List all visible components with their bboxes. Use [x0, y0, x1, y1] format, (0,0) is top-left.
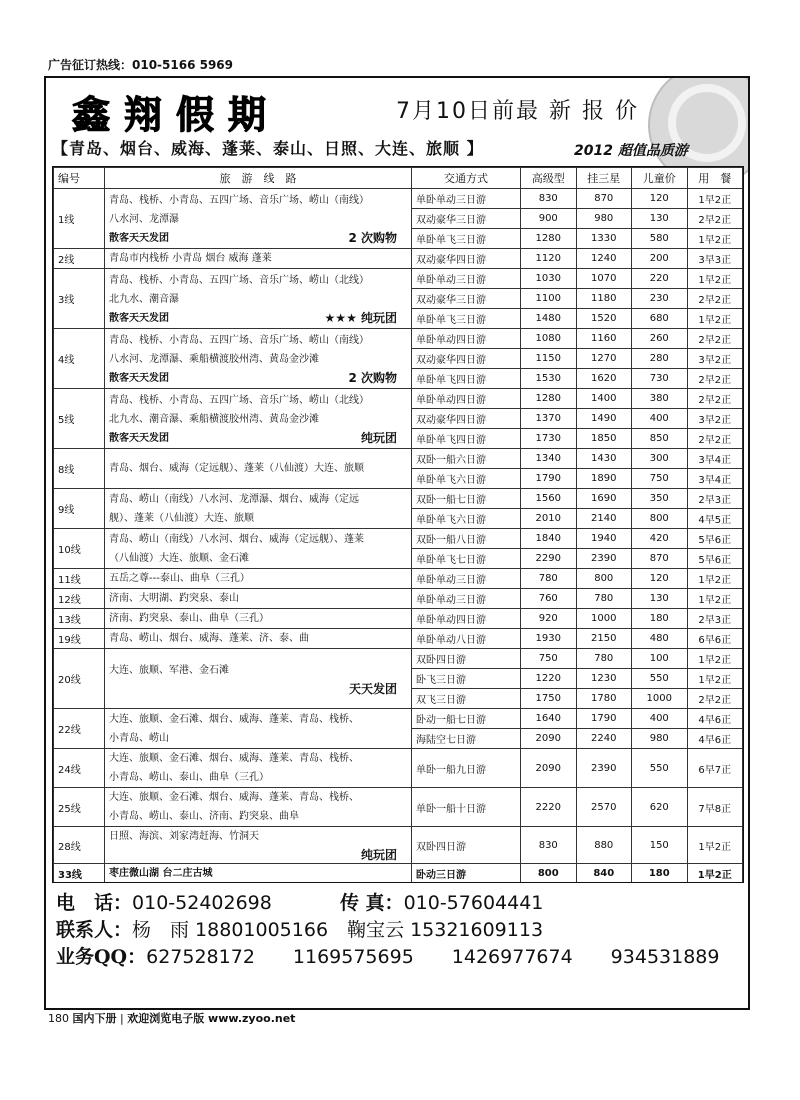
price-three-star: 880: [576, 827, 632, 864]
meal-plan: 4早5正: [687, 509, 743, 529]
price-child: 130: [632, 209, 688, 229]
route-description: [105, 629, 412, 649]
price-three-star: 1940: [576, 529, 632, 549]
route-description: [105, 189, 412, 249]
route-description: [105, 788, 412, 827]
price-premium: 760: [521, 589, 577, 609]
price-premium: 1750: [521, 689, 577, 709]
route-line: 枣庄微山湖 台二庄古城: [109, 868, 213, 879]
route-description: [105, 389, 412, 449]
fax-label: 传 真：: [339, 892, 404, 914]
route-number: 5线: [54, 389, 105, 449]
price-child: 850: [632, 429, 688, 449]
transport-mode: 单卧单飞三日游: [412, 229, 521, 249]
table-row: [54, 389, 743, 409]
route-line: 青岛、崂山、烟台、威海、蓬莱、济、泰、曲: [109, 633, 309, 644]
table-row: [54, 329, 743, 349]
route-tag: 散客天天发团: [109, 433, 169, 444]
destination-list: 【青岛、烟台、威海、蓬莱、泰山、日照、大连、旅顺 】: [52, 139, 484, 158]
meal-plan: 7早8正: [687, 788, 743, 827]
route-extra: 纯玩团: [360, 848, 397, 862]
table-row: [54, 489, 743, 509]
price-child: 100: [632, 649, 688, 669]
price-child: 550: [632, 669, 688, 689]
meal-plan: 6早6正: [687, 629, 743, 649]
meal-plan: 5早6正: [687, 529, 743, 549]
route-line: 八水河、龙潭瀑、乘船横渡胶州湾、黄岛金沙滩: [109, 354, 319, 365]
route-line: 青岛、栈桥、小青岛、五四广场、音乐广场、崂山（南线）: [109, 335, 369, 346]
transport-mode: 双动豪华四日游: [412, 249, 521, 269]
price-three-star: 1430: [576, 449, 632, 469]
meal-plan: 1早2正: [687, 189, 743, 209]
route-description: [105, 449, 412, 489]
route-description: [105, 589, 412, 609]
meal-plan: 4早6正: [687, 709, 743, 729]
table-row: [54, 189, 743, 209]
price-premium: 920: [521, 609, 577, 629]
transport-mode: 单卧单飞六日游: [412, 509, 521, 529]
price-child: 200: [632, 249, 688, 269]
route-tag-line: [109, 229, 407, 246]
col-header-three-star: 挂三星: [576, 168, 632, 189]
price-three-star: 2390: [576, 549, 632, 569]
route-extra: 2 次购物: [348, 231, 397, 245]
route-number: 2线: [54, 249, 105, 269]
meal-plan: 1早2正: [687, 229, 743, 249]
route-number: 3线: [54, 269, 105, 329]
price-three-star: 1230: [576, 669, 632, 689]
price-child: 800: [632, 509, 688, 529]
price-child: 680: [632, 309, 688, 329]
price-premium: 2290: [521, 549, 577, 569]
meal-plan: 2早2正: [687, 689, 743, 709]
price-premium: 1120: [521, 249, 577, 269]
price-three-star: 1620: [576, 369, 632, 389]
route-line: 北九水、潮音瀑、乘船横渡胶州湾、黄岛金沙滩: [109, 414, 319, 425]
route-number: 25线: [54, 788, 105, 827]
fax-number: 010-57604441: [403, 892, 544, 914]
route-tag: 散客天天发团: [109, 313, 169, 324]
route-description: [105, 649, 412, 709]
route-line: 大连、旅顺、金石滩、烟台、威海、蓬莱、青岛、栈桥、: [109, 792, 359, 803]
price-child: 1000: [632, 689, 688, 709]
price-three-star: 870: [576, 189, 632, 209]
transport-mode: 双卧一船六日游: [412, 449, 521, 469]
route-line: 小青岛、崂山、泰山、曲阜（三孔）: [109, 772, 269, 783]
contact-qq-line: [56, 944, 740, 971]
page-footer: [48, 1010, 295, 1026]
route-number: 9线: [54, 489, 105, 529]
route-line: 青岛、栈桥、小青岛、五四广场、音乐广场、崂山（北线）: [109, 275, 369, 286]
footer-note: 欢迎浏览电子版 www.zyoo.net: [127, 1012, 296, 1025]
meal-plan: 2早2正: [687, 429, 743, 449]
route-line: （八仙渡）大连、旅顺、金石滩: [109, 552, 249, 564]
route-line: 济南、大明湖、趵突泉、泰山: [109, 593, 239, 604]
price-three-star: 1790: [576, 709, 632, 729]
price-three-star: 980: [576, 209, 632, 229]
meal-plan: 1早2正: [687, 589, 743, 609]
route-number: 24线: [54, 749, 105, 788]
qq-list: 627528172 1169575695 1426977674 934531889: [146, 946, 720, 968]
table-row: [54, 529, 743, 549]
route-tag-line: [109, 429, 407, 446]
price-child: 300: [632, 449, 688, 469]
price-child: 130: [632, 589, 688, 609]
route-number: 1线: [54, 189, 105, 249]
transport-mode: 卧动三日游: [412, 864, 521, 884]
route-description: [105, 269, 412, 329]
meal-plan: 3早2正: [687, 349, 743, 369]
price-three-star: 2140: [576, 509, 632, 529]
table-row: [54, 249, 743, 269]
route-number: 13线: [54, 609, 105, 629]
route-table-wrap: [52, 166, 744, 883]
route-extra: 纯玩团: [360, 431, 397, 445]
price-three-star: 1850: [576, 429, 632, 449]
meal-plan: 5早6正: [687, 549, 743, 569]
price-premium: 2090: [521, 729, 577, 749]
price-three-star: 2150: [576, 629, 632, 649]
price-premium: 1280: [521, 229, 577, 249]
col-header-transport: 交通方式: [412, 168, 521, 189]
price-premium: 1030: [521, 269, 577, 289]
price-child: 730: [632, 369, 688, 389]
price-premium: 1930: [521, 629, 577, 649]
price-three-star: 1890: [576, 469, 632, 489]
price-child: 350: [632, 489, 688, 509]
price-child: 220: [632, 269, 688, 289]
route-line: 大连、旅顺、金石滩、烟台、威海、蓬莱、青岛、栈桥、: [109, 753, 359, 764]
price-child: 750: [632, 469, 688, 489]
col-header-no: 编号: [54, 168, 105, 189]
footer-divider: |: [120, 1012, 124, 1025]
price-subtitle: 7月10日前最 新 报 价: [396, 99, 639, 124]
price-child: 280: [632, 349, 688, 369]
transport-mode: 双动豪华四日游: [412, 349, 521, 369]
table-row: [54, 449, 743, 469]
col-header-premium: 高级型: [521, 168, 577, 189]
route-table-body: [54, 189, 743, 884]
price-three-star: 1520: [576, 309, 632, 329]
price-premium: 1280: [521, 389, 577, 409]
route-line: 青岛市内栈桥 小青岛 烟台 威海 蓬莱: [109, 253, 272, 264]
route-line: 舰）、蓬莱（八仙渡）大连、旅顺: [109, 512, 254, 524]
price-premium: 1100: [521, 289, 577, 309]
transport-mode: 双卧一船七日游: [412, 489, 521, 509]
transport-mode: 双卧四日游: [412, 827, 521, 864]
table-row: [54, 827, 743, 864]
route-description: [105, 864, 412, 884]
route-number: 10线: [54, 529, 105, 569]
price-child: 620: [632, 788, 688, 827]
contact-person-line: [56, 917, 740, 944]
route-number: 28线: [54, 827, 105, 864]
price-child: 400: [632, 409, 688, 429]
price-child: 120: [632, 569, 688, 589]
price-three-star: 1180: [576, 289, 632, 309]
transport-mode: 单卧单动四日游: [412, 329, 521, 349]
route-line: 小青岛、崂山、泰山、济南、趵突泉、曲阜: [109, 811, 299, 822]
meal-plan: 3早2正: [687, 409, 743, 429]
price-premium: 900: [521, 209, 577, 229]
route-number: 11线: [54, 569, 105, 589]
route-tag-line: [109, 369, 407, 386]
price-three-star: 800: [576, 569, 632, 589]
transport-mode: 海陆空七日游: [412, 729, 521, 749]
table-row: [54, 269, 743, 289]
contact-block: [56, 890, 740, 971]
meal-plan: 1早2正: [687, 864, 743, 884]
table-row: [54, 569, 743, 589]
route-description: [105, 709, 412, 749]
price-premium: 1790: [521, 469, 577, 489]
meal-plan: 1早2正: [687, 309, 743, 329]
transport-mode: 单卧单飞四日游: [412, 369, 521, 389]
route-number: 4线: [54, 329, 105, 389]
transport-mode: 单卧单飞七日游: [412, 549, 521, 569]
price-premium: 1560: [521, 489, 577, 509]
price-premium: 2090: [521, 749, 577, 788]
price-sheet: [44, 76, 750, 1010]
price-three-star: 1160: [576, 329, 632, 349]
route-description: [105, 609, 412, 629]
route-line: 济南、趵突泉、泰山、曲阜（三孔）: [109, 613, 269, 624]
meal-plan: 1早2正: [687, 269, 743, 289]
table-row: [54, 629, 743, 649]
meal-plan: 1早2正: [687, 827, 743, 864]
ad-hotline: 广告征订热线：010-5166 5969: [48, 58, 234, 72]
price-three-star: 2240: [576, 729, 632, 749]
route-description: [105, 827, 412, 864]
route-number: 19线: [54, 629, 105, 649]
price-three-star: 1490: [576, 409, 632, 429]
route-number: 22线: [54, 709, 105, 749]
price-three-star: 1330: [576, 229, 632, 249]
transport-mode: 双卧四日游: [412, 649, 521, 669]
price-three-star: 1000: [576, 609, 632, 629]
table-row: [54, 649, 743, 669]
col-header-meal: 用 餐: [687, 168, 743, 189]
route-line: 大连、旅顺、军港、金石滩: [109, 664, 229, 676]
price-child: 180: [632, 609, 688, 629]
route-description: [105, 249, 412, 269]
route-tag-line: [109, 680, 407, 697]
table-row: [54, 709, 743, 729]
meal-plan: 1早2正: [687, 669, 743, 689]
price-child: 400: [632, 709, 688, 729]
price-premium: 800: [521, 864, 577, 884]
transport-mode: 单卧一船十日游: [412, 788, 521, 827]
transport-mode: 单卧单动八日游: [412, 629, 521, 649]
price-premium: 750: [521, 649, 577, 669]
transport-mode: 单卧单动四日游: [412, 389, 521, 409]
price-child: 550: [632, 749, 688, 788]
price-three-star: 840: [576, 864, 632, 884]
price-three-star: 1070: [576, 269, 632, 289]
transport-mode: 双动豪华三日游: [412, 289, 521, 309]
price-three-star: 1690: [576, 489, 632, 509]
section-name: 国内下册: [72, 1012, 117, 1025]
route-line: 北九水、潮音瀑: [109, 294, 179, 305]
route-extra: ★★★ 纯玩团: [324, 311, 397, 325]
price-child: 120: [632, 189, 688, 209]
transport-mode: 双飞三日游: [412, 689, 521, 709]
route-number: 33线: [54, 864, 105, 884]
price-premium: 780: [521, 569, 577, 589]
table-row: [54, 788, 743, 827]
price-premium: 1340: [521, 449, 577, 469]
person-label: 联系人：: [56, 919, 133, 941]
meal-plan: 2早3正: [687, 489, 743, 509]
phone-label: 电 话：: [56, 892, 133, 914]
transport-mode: 卧动一船七日游: [412, 709, 521, 729]
price-three-star: 1780: [576, 689, 632, 709]
price-premium: 1640: [521, 709, 577, 729]
price-premium: 2220: [521, 788, 577, 827]
transport-mode: 单卧一船九日游: [412, 749, 521, 788]
route-line: 大连、旅顺、金石滩、烟台、威海、蓬莱、青岛、栈桥、: [109, 713, 359, 725]
meal-plan: 1早2正: [687, 569, 743, 589]
table-row: [54, 609, 743, 629]
transport-mode: 单卧单动三日游: [412, 189, 521, 209]
price-child: 870: [632, 549, 688, 569]
price-premium: 1080: [521, 329, 577, 349]
transport-mode: 卧飞三日游: [412, 669, 521, 689]
contact-phone-line: [56, 890, 740, 917]
route-tag-line: [109, 846, 407, 863]
price-premium: 1150: [521, 349, 577, 369]
transport-mode: 双动豪华四日游: [412, 409, 521, 429]
price-premium: 1730: [521, 429, 577, 449]
price-three-star: 1240: [576, 249, 632, 269]
route-line: 青岛、崂山（南线）八水河、烟台、威海（定远舰）、蓬莱: [109, 533, 364, 545]
transport-mode: 单卧单飞六日游: [412, 469, 521, 489]
price-premium: 1840: [521, 529, 577, 549]
qq-label: 业务QQ：: [56, 946, 147, 968]
route-line: 五岳之尊---泰山、曲阜（三孔）: [109, 573, 250, 584]
meal-plan: 1早2正: [687, 649, 743, 669]
price-child: 150: [632, 827, 688, 864]
price-premium: 830: [521, 827, 577, 864]
route-table: [53, 167, 743, 883]
col-header-child: 儿童价: [632, 168, 688, 189]
meal-plan: 2早2正: [687, 369, 743, 389]
transport-mode: 单卧单动三日游: [412, 589, 521, 609]
price-three-star: 1270: [576, 349, 632, 369]
price-premium: 1530: [521, 369, 577, 389]
transport-mode: 双动豪华三日游: [412, 209, 521, 229]
price-child: 480: [632, 629, 688, 649]
price-three-star: 780: [576, 649, 632, 669]
price-child: 260: [632, 329, 688, 349]
transport-mode: 单卧单动三日游: [412, 269, 521, 289]
table-row: [54, 749, 743, 788]
price-premium: 2010: [521, 509, 577, 529]
price-three-star: 2390: [576, 749, 632, 788]
route-line: 青岛、栈桥、小青岛、五四广场、音乐广场、崂山（北线）: [109, 395, 369, 406]
meal-plan: 6早7正: [687, 749, 743, 788]
table-row: [54, 589, 743, 609]
meal-plan: 2早2正: [687, 389, 743, 409]
transport-mode: 双卧一船八日游: [412, 529, 521, 549]
route-number: 8线: [54, 449, 105, 489]
route-line: 小青岛、崂山: [109, 732, 169, 744]
transport-mode: 单卧单动三日游: [412, 569, 521, 589]
table-row: [54, 864, 743, 884]
transport-mode: 单卧单飞三日游: [412, 309, 521, 329]
table-header-row: [54, 168, 743, 189]
price-child: 580: [632, 229, 688, 249]
route-description: [105, 329, 412, 389]
route-line: 八水河、龙潭瀑: [109, 214, 179, 225]
meal-plan: 2早2正: [687, 329, 743, 349]
route-number: 20线: [54, 649, 105, 709]
meal-plan: 2早2正: [687, 209, 743, 229]
meal-plan: 2早3正: [687, 609, 743, 629]
meal-plan: 3早3正: [687, 249, 743, 269]
route-tag: 散客天天发团: [109, 373, 169, 384]
price-premium: 1370: [521, 409, 577, 429]
transport-mode: 单卧单动四日游: [412, 609, 521, 629]
route-extra: 2 次购物: [348, 371, 397, 385]
route-description: [105, 489, 412, 529]
route-line: 日照、海滨、刘家湾赶海、竹洞天: [109, 831, 259, 842]
route-description: [105, 569, 412, 589]
price-three-star: 780: [576, 589, 632, 609]
brand-title: 鑫翔假期: [72, 92, 281, 137]
phone-number: 010-52402698: [132, 892, 272, 914]
slogan: 2012 超值品质游: [574, 143, 688, 159]
price-three-star: 2570: [576, 788, 632, 827]
route-extra: 天天发团: [348, 681, 397, 696]
transport-mode: 单卧单飞四日游: [412, 429, 521, 449]
meal-plan: 4早6正: [687, 729, 743, 749]
price-child: 420: [632, 529, 688, 549]
route-description: [105, 749, 412, 788]
price-premium: 830: [521, 189, 577, 209]
page-number: 180: [48, 1012, 69, 1025]
meal-plan: 3早4正: [687, 469, 743, 489]
price-premium: 1220: [521, 669, 577, 689]
person-list: 杨 雨 18801005166 鞠宝云 15321609113: [132, 919, 544, 941]
price-child: 180: [632, 864, 688, 884]
col-header-route: 旅 游 线 路: [105, 168, 412, 189]
route-tag-line: [109, 309, 407, 326]
price-child: 980: [632, 729, 688, 749]
route-line: 青岛、崂山（南线）八水河、龙潭瀑、烟台、威海（定远: [109, 493, 359, 505]
route-tag: 散客天天发团: [109, 233, 169, 244]
price-child: 380: [632, 389, 688, 409]
meal-plan: 3早4正: [687, 449, 743, 469]
price-three-star: 1400: [576, 389, 632, 409]
route-line: 青岛、栈桥、小青岛、五四广场、音乐广场、崂山（南线）: [109, 195, 369, 206]
route-number: 12线: [54, 589, 105, 609]
route-line: 青岛、烟台、威海（定远舰）、蓬莱（八仙渡）大连、旅顺: [109, 463, 364, 474]
meal-plan: 2早2正: [687, 289, 743, 309]
route-description: [105, 529, 412, 569]
price-premium: 1480: [521, 309, 577, 329]
price-child: 230: [632, 289, 688, 309]
